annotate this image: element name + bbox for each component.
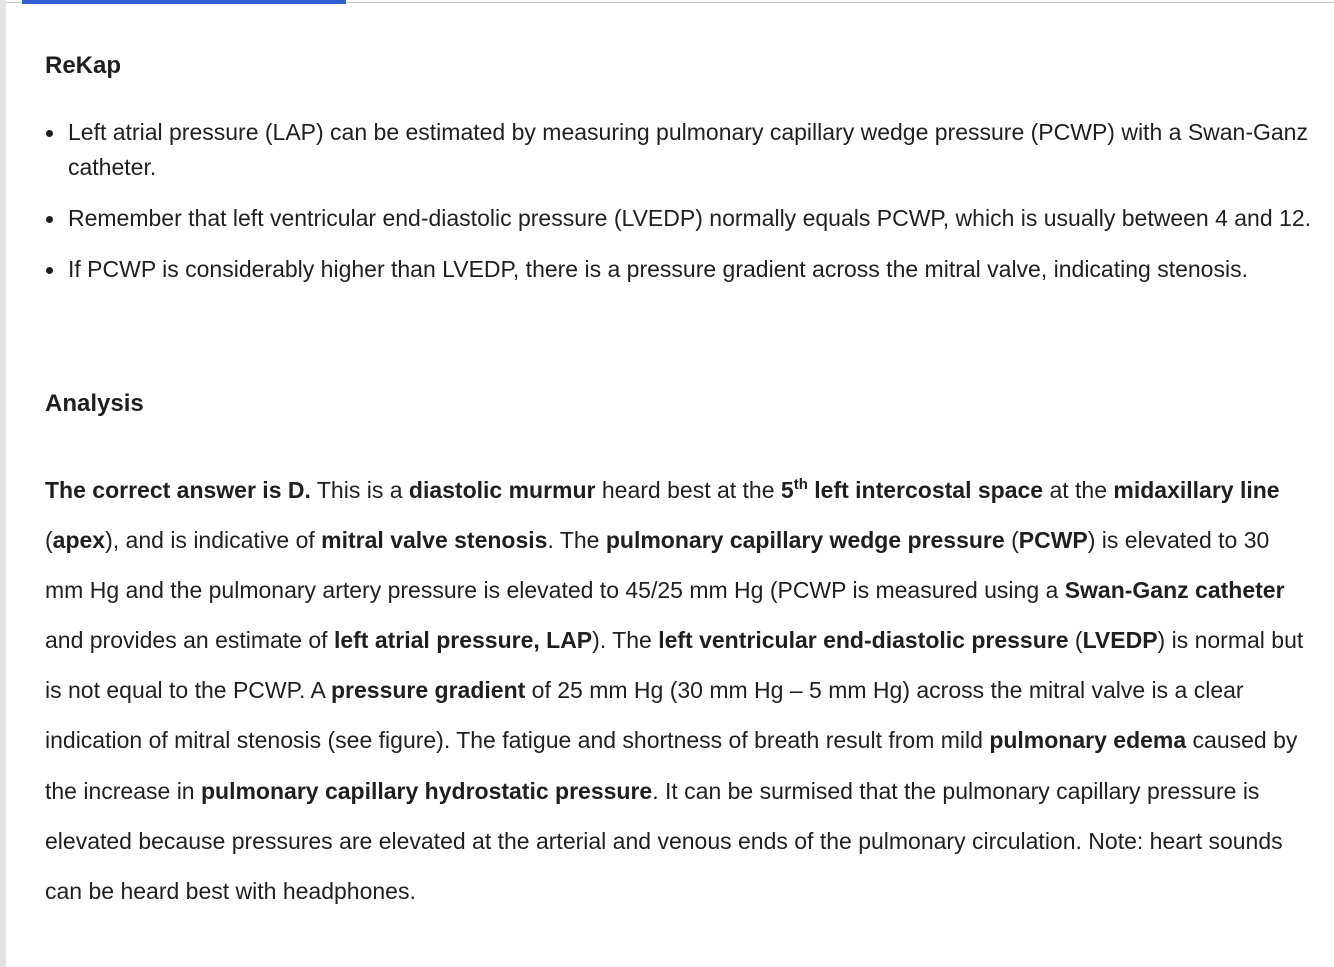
text-run: . It can be surmised that the pulmonary capillary pressure is elevated because pressures are elevated at the arterial and venous ends of the pulmonary circulation. Note: heart sounds can be heard best with headphones. (45, 777, 1283, 904)
text-run: heard best at the (595, 477, 781, 503)
key-term: mitral valve stenosis (321, 527, 548, 554)
key-term: apex (52, 527, 106, 554)
key-term: Swan-Ganz catheter (1064, 577, 1285, 604)
text-run: ). The (592, 627, 659, 654)
active-tab-indicator[interactable] (22, 0, 346, 4)
rekap-item: Remember that left ventricular end-diastolic pressure (LVEDP) normally equals PCWP, which is usually between 4 and 12. (45, 201, 1315, 236)
text-run: This is a (310, 477, 409, 503)
rekap-heading: ReKap (45, 52, 122, 79)
key-term: pressure gradient (330, 677, 526, 704)
text-run: at the (1043, 477, 1114, 503)
key-term: LVEDP (1082, 627, 1158, 654)
text-run: ) is normal but is not equal to the PCWP. A (45, 627, 1304, 704)
text-run: ( (45, 527, 53, 554)
key-term: midaxillary line (1113, 477, 1280, 503)
key-term: PCWP (1018, 527, 1088, 554)
text-run: ( (1004, 527, 1019, 554)
analysis-heading: Analysis (45, 390, 144, 417)
correct-answer-statement: The correct answer is D. (45, 477, 311, 503)
text-run: ( (1068, 627, 1083, 654)
key-term: left atrial pressure, LAP (333, 627, 593, 654)
text-run: caused by the increase in (45, 727, 1298, 804)
ordinal-superscript: th (793, 476, 808, 493)
text-run: ) is elevated to 30 mm Hg and the pulmonary artery pressure is elevated to 45/25 mm Hg (PCWP is measured using a (45, 527, 1270, 604)
key-term: diastolic murmur (408, 477, 596, 503)
rekap-list (45, 115, 1315, 303)
left-rail (0, 0, 6, 967)
key-term: 5 (780, 477, 794, 503)
text-run: of 25 mm Hg (30 mm Hg – 5 mm Hg) across the mitral valve is a clear indication of mitral stenosis (see figure). The fatigue and shortness of breath result from mild (45, 677, 1244, 754)
key-term: left intercostal space (807, 477, 1044, 503)
key-term: left ventricular end-diastolic pressure (658, 627, 1069, 654)
text-run: ), and is indicative of (105, 527, 322, 554)
key-term: pulmonary capillary wedge pressure (605, 527, 1005, 554)
analysis-paragraph (45, 465, 1313, 916)
key-term: pulmonary capillary hydrostatic pressure (200, 777, 653, 804)
rekap-item: If PCWP is considerably higher than LVEDP, there is a pressure gradient across the mitral valve, indicating stenosis. (45, 252, 1315, 287)
text-run: and provides an estimate of (45, 627, 334, 654)
key-term: pulmonary edema (989, 727, 1187, 754)
rekap-item: Left atrial pressure (LAP) can be estimated by measuring pulmonary capillary wedge pressure (PCWP) with a Swan-Ganz catheter. (45, 115, 1315, 185)
text-run: . The (547, 527, 606, 554)
